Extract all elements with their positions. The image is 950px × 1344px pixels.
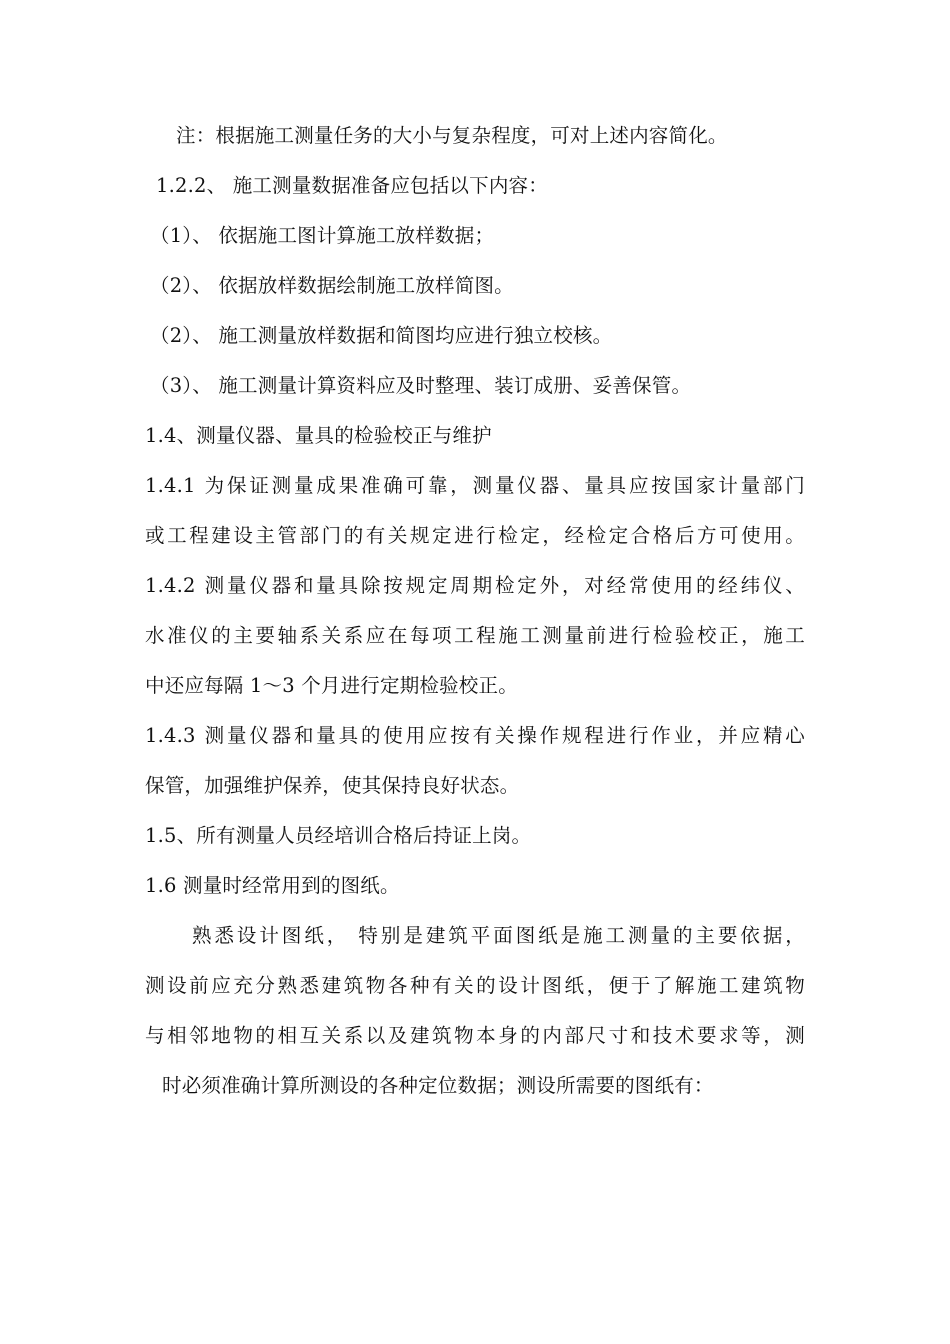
section-1-4-2-line-3: 中还应每隔 1～3 个月进行定期检验校正。 [145, 674, 518, 697]
section-1-4-2-line-2: 水准仪的主要轴系关系应在每项工程施工测量前进行检验校正，施工 [145, 624, 805, 647]
section-1-4-1-line-1: 1.4.1 为保证测量成果准确可靠，测量仪器、量具应按国家计量部门 [145, 474, 805, 497]
paragraph-line-4: 时必须准确计算所测设的各种定位数据；测设所需要的图纸有： [162, 1074, 714, 1097]
section-1-4-3-line-2: 保管，加强维护保养，使其保持良好状态。 [145, 774, 520, 797]
section-1-4-heading: 1.4、测量仪器、量具的检验校正与维护 [145, 424, 492, 447]
paragraph-line-2: 测设前应充分熟悉建筑物各种有关的设计图纸，便于了解施工建筑物 [145, 974, 805, 997]
list-item-2b: （2）、 施工测量放样数据和简图均应进行独立校核。 [150, 324, 613, 347]
section-1-4-2-line-1: 1.4.2 测量仪器和量具除按规定周期检定外，对经常使用的经纬仪、 [145, 574, 805, 597]
note-line: 注：根据施工测量任务的大小与复杂程度，可对上述内容简化。 [176, 124, 728, 147]
paragraph-line-3: 与相邻地物的相互关系以及建筑物本身的内部尺寸和技术要求等，测 [145, 1024, 805, 1047]
paragraph-line-1: 熟悉设计图纸， 特别是建筑平面图纸是施工测量的主要依据， [192, 924, 805, 947]
list-item-3: （3）、 施工测量计算资料应及时整理、装订成册、妥善保管。 [150, 374, 692, 397]
list-item-1: （1）、 依据施工图计算施工放样数据； [150, 224, 495, 247]
section-1-5: 1.5、所有测量人员经培训合格后持证上岗。 [145, 824, 532, 847]
section-1-4-3-line-1: 1.4.3 测量仪器和量具的使用应按有关操作规程进行作业，并应精心 [145, 724, 805, 747]
section-1-4-1-line-2: 或工程建设主管部门的有关规定进行检定，经检定合格后方可使用。 [145, 524, 805, 547]
list-item-2: （2）、 依据放样数据绘制施工放样简图。 [150, 274, 514, 297]
section-1-6: 1.6 测量时经常用到的图纸。 [145, 874, 400, 897]
section-1-2-2: 1.2.2、 施工测量数据准备应包括以下内容： [156, 174, 548, 197]
